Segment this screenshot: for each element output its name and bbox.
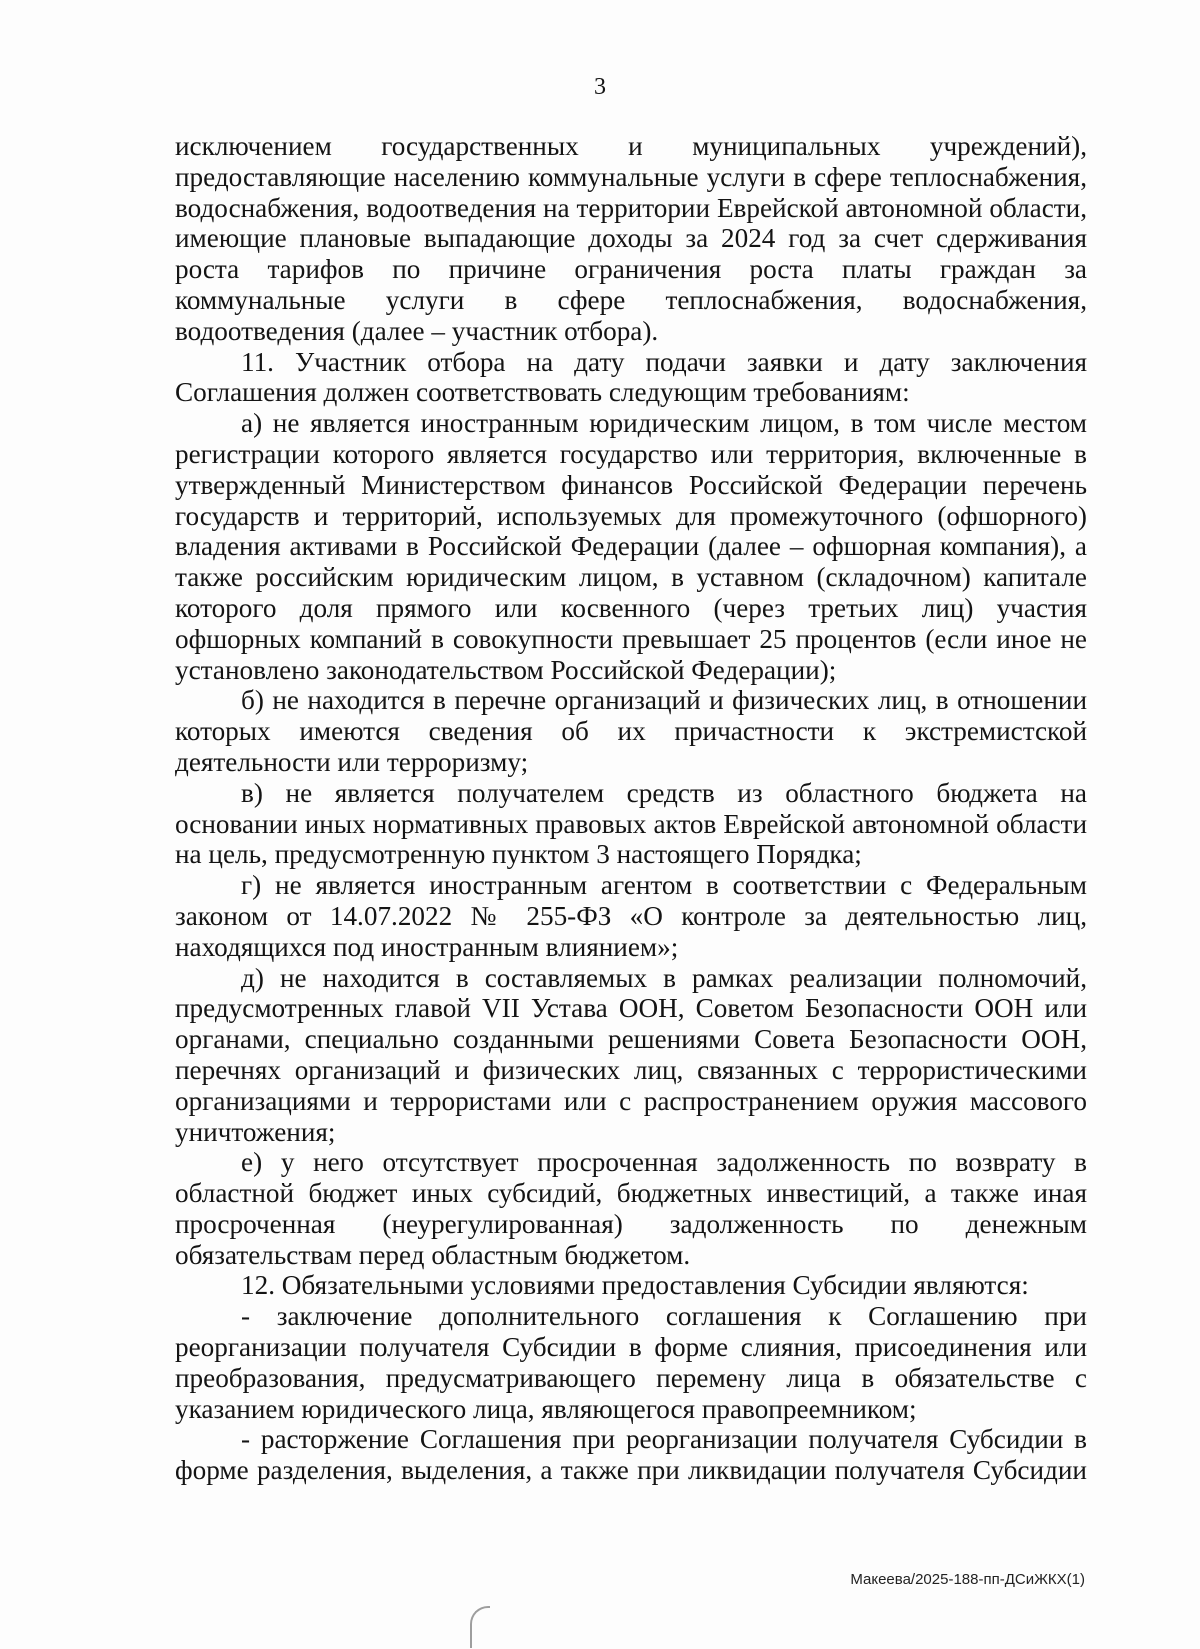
paragraph-item-12-condition-2: - расторжение Соглашения при реорганизации получателя Субсидии в форме разделения, выделения, а также при ликвидации получателя Субсидии <box>175 1424 1087 1486</box>
paragraph-item-12-condition-1: - заключение дополнительного соглашения к Соглашению при реорганизации получателя Субсидии в форме слияния, присоединения или преобразования, предусматривающего перемену лица в обязательстве с указанием юридического лица, являющегося правопреемником; <box>175 1301 1087 1424</box>
paragraph-item-11: 11. Участник отбора на дату подачи заявки и дату заключения Соглашения должен соответствовать следующим требованиям: <box>175 346 1087 408</box>
paragraph-item-11d: д) не находится в составляемых в рамках реализации полномочий, предусмотренных главой VII Устава ООН, Советом Безопасности ООН или органами, специально созданными решениями Совета Безопасности ООН, перечнях организаций и физических лиц, связанных с террористическими организациями и террористами или с распространением оружия массового уничтожения; <box>175 962 1087 1147</box>
paragraph-item-12: 12. Обязательными условиями предоставления Субсидии являются: <box>241 1270 1029 1301</box>
paragraph-item-11g: г) не является иностранным агентом в соответствии с Федеральным законом от 14.07.2022 № 255-ФЗ «О контроле за деятельностью лиц, находящихся под иностранным влиянием»; <box>175 870 1087 962</box>
document-footer-code: Макеева/2025-188-пп-ДСиЖКХ(1) <box>850 1571 1085 1588</box>
document-body <box>175 131 1087 1486</box>
paragraph-item-11e: е) у него отсутствует просроченная задолженность по возврату в областной бюджет иных субсидий, бюджетных инвестиций, а также иная просроченная (неурегулированная) задолженность по денежным обязательствам перед областным бюджетом. <box>175 1147 1087 1270</box>
paragraph-item-11a: а) не является иностранным юридическим лицом, в том числе местом регистрации которого является государство или территория, включенные в утвержденный Министерством финансов Российской Федерации перечень государств и территорий, используемых для промежуточного (офшорного) владения активами в Российской Федерации (далее – офшорная компания), а также российским юридическим лицом, в уставном (складочном) капитале которого доля прямого или косвенного (через третьих лиц) участия офшорных компаний в совокупности превышает 25 процентов (если иное не установлено законодательством Российской Федерации); <box>175 408 1087 685</box>
paragraph-continuation: исключением государственных и муниципальных учреждений), предоставляющие населению коммунальные услуги в сфере теплоснабжения, водоснабжения, водоотведения на территории Еврейской автономной области, имеющие плановые выпадающие доходы за 2024 год за счет сдерживания роста тарифов по причине ограничения роста платы граждан за коммунальные услуги в сфере теплоснабжения, водоснабжения, водоотведения (далее – участник отбора). <box>175 131 1087 346</box>
page-number: 3 <box>594 74 606 100</box>
paragraph-item-11v: в) не является получателем средств из областного бюджета на основании иных нормативных правовых актов Еврейской автономной области на цель, предусмотренную пунктом 3 настоящего Порядка; <box>175 777 1087 870</box>
scan-artifact-mark <box>470 1606 490 1648</box>
paragraph-item-11b: б) не находится в перечне организаций и физических лиц, в отношении которых имеются сведения об их причастности к экстремистской деятельности или терроризму; <box>175 685 1087 777</box>
